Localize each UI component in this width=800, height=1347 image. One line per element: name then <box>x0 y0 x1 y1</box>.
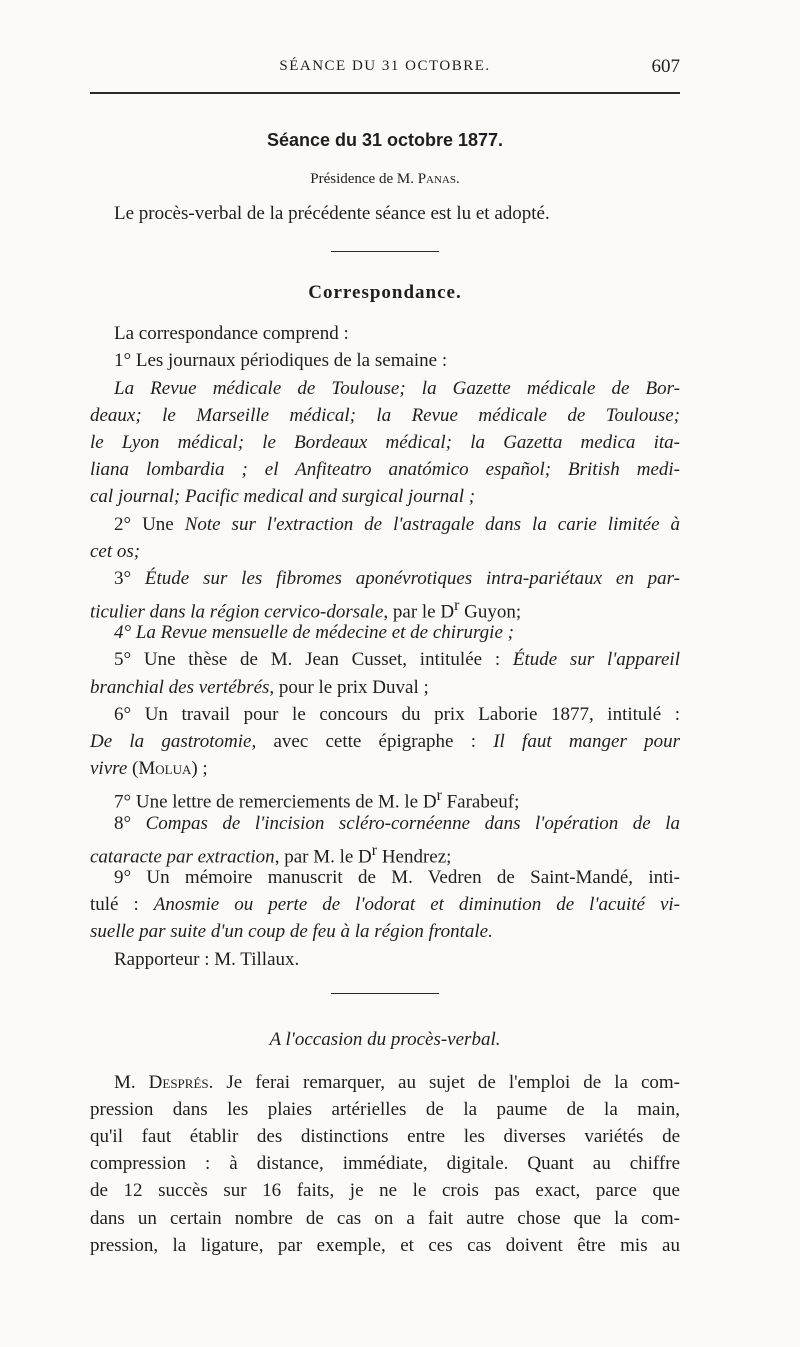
work-title: cet os; <box>90 540 141 562</box>
superscript: r <box>371 841 378 859</box>
minutes-adopted: Le procès-verbal de la précédente séance est lu et adopté. <box>114 203 550 224</box>
journal-list: La Revue médicale de Toulouse; la Gazette médicale de Bor- <box>114 377 680 399</box>
text-line: dans un certain nombre de cas on a fait autre chose que la com- <box>90 1207 680 1229</box>
journal-list: le Lyon médical; le Bordeaux médical; la Gazetta medica ita- <box>90 431 680 453</box>
text-span: 7° Une lettre de remerciements de M. le D <box>114 791 437 813</box>
text-line <box>90 429 680 456</box>
text-line: compression : à distance, immédiate, digitale. Quant au chiffre <box>90 1153 680 1175</box>
president-name: Panas <box>417 171 456 187</box>
work-title: Compas de l'incision scléro-cornéenne dans l'opération de la <box>145 812 680 834</box>
text-span: Hendrez; <box>377 846 452 868</box>
text-span: , par M. le D <box>274 846 372 868</box>
text-span: ) ; <box>191 758 208 780</box>
text-line <box>90 918 680 945</box>
text-line: qu'il faut établir des distinctions entre les diverses variétés de <box>90 1126 680 1148</box>
text-line <box>90 782 680 813</box>
running-title: SÉANCE DU 31 OCTOBRE. <box>279 58 491 74</box>
superscript: r <box>454 597 460 615</box>
text-span: 8° <box>114 812 146 834</box>
journal-list: deaux; le Marseille médical; la Revue médicale de Toulouse; <box>90 404 680 426</box>
text-line <box>90 728 680 755</box>
text-span: 2° Une <box>114 513 185 535</box>
rapporteur-line: Rapporteur : M. Tillaux. <box>114 948 300 970</box>
journal-list: cal journal; Pacific medical and surgical journal ; <box>90 486 476 508</box>
correspondance-heading: Correspondance. <box>308 282 462 304</box>
text-line: pression dans les plaies artérielles de la paume de la main, <box>90 1098 680 1120</box>
epigraph: vivre <box>90 758 128 780</box>
text-line <box>90 1069 680 1096</box>
session-title: Séance du 31 octobre 1877. <box>266 130 504 150</box>
author-name: Molua <box>138 758 192 780</box>
text-line <box>90 565 680 592</box>
text-line: pression, la ligature, par exemple, et ces cas doivent être mis au <box>90 1234 680 1256</box>
work-title: Étude sur l'appareil <box>512 649 680 671</box>
text-span: , par le D <box>383 601 455 623</box>
work-title: cataracte par extraction <box>90 846 275 868</box>
text-span: avec cette épigraphe : <box>256 731 494 752</box>
presidence-prefix: Présidence de M. <box>310 171 418 187</box>
proces-verbal-heading: A l'occasion du procès-verbal. <box>269 1028 501 1050</box>
work-title: Anosmie ou perte de l'odorat et diminution de l'acuité vi- <box>153 894 680 916</box>
superscript: r <box>436 787 442 805</box>
despres-paragraph <box>90 1069 680 1259</box>
text-span: Farabeuf; <box>441 791 520 813</box>
page-header <box>90 54 680 84</box>
work-title: suelle par suite d'un coup de feu à la région frontale. <box>90 921 493 943</box>
text-span: Guyon; <box>459 601 522 623</box>
text-line <box>90 456 680 483</box>
text-line <box>90 375 680 402</box>
text-line <box>90 402 680 429</box>
work-title: La Revue mensuelle de médecine et de chirurgie ; <box>135 622 514 644</box>
epigraph: Il faut manger pour <box>493 731 680 752</box>
text-span: . Je ferai remarquer, au sujet de l'emploi de la com- <box>208 1071 680 1093</box>
work-title: Étude sur les fibromes aponévrotiques intra-pariétaux en par- <box>144 567 680 589</box>
work-title: ticulier dans la région cervico-dorsale <box>90 601 384 623</box>
presidence-line <box>90 171 680 191</box>
text-line <box>90 646 680 673</box>
text-span: M. <box>114 1071 149 1093</box>
text-line <box>90 538 680 565</box>
text-line <box>90 592 680 623</box>
text-span: ( <box>127 758 139 780</box>
text-line <box>90 511 680 538</box>
text-line <box>90 837 680 868</box>
text-line <box>90 619 680 646</box>
correspondance-paragraph <box>90 320 680 973</box>
text-span: 3° <box>114 567 145 589</box>
text-line: de 12 succès sur 16 faits, je ne le crois pas exact, parce que <box>90 1180 680 1202</box>
text-span: , pour le prix Duval ; <box>269 676 429 698</box>
work-title: branchial des vertébrés <box>90 676 270 698</box>
text-span: tulé : <box>90 894 154 916</box>
page-number: 607 <box>651 56 680 77</box>
header-rule <box>90 92 680 94</box>
text-line: 1° Les journaux périodiques de la semaine : <box>114 350 448 372</box>
text-line <box>90 810 680 837</box>
text-line <box>90 891 680 918</box>
text-span: 5° Une thèse de M. Jean Cusset, intitulée : <box>114 649 513 671</box>
presidence-suffix: . <box>456 171 460 187</box>
speaker-name: Després <box>148 1071 209 1093</box>
text-span: 4° <box>114 622 136 644</box>
work-title: Note sur l'extraction de l'astragale dans la carie limitée à <box>184 513 680 535</box>
text-line <box>90 674 680 701</box>
work-title: De la gastrotomie, <box>90 731 257 752</box>
page-body <box>90 130 680 1259</box>
text-line: 6° Un travail pour le concours du prix Laborie 1877, intitulé : <box>114 703 680 725</box>
text-line: La correspondance comprend : <box>114 323 349 345</box>
text-line: 9° Un mémoire manuscrit de M. Vedren de Saint-Mandé, inti- <box>114 866 680 888</box>
text-line <box>90 755 680 782</box>
text-line <box>90 483 680 510</box>
journal-list: liana lombardia ; el Anfiteatro anatómico español; British medi- <box>90 459 680 481</box>
